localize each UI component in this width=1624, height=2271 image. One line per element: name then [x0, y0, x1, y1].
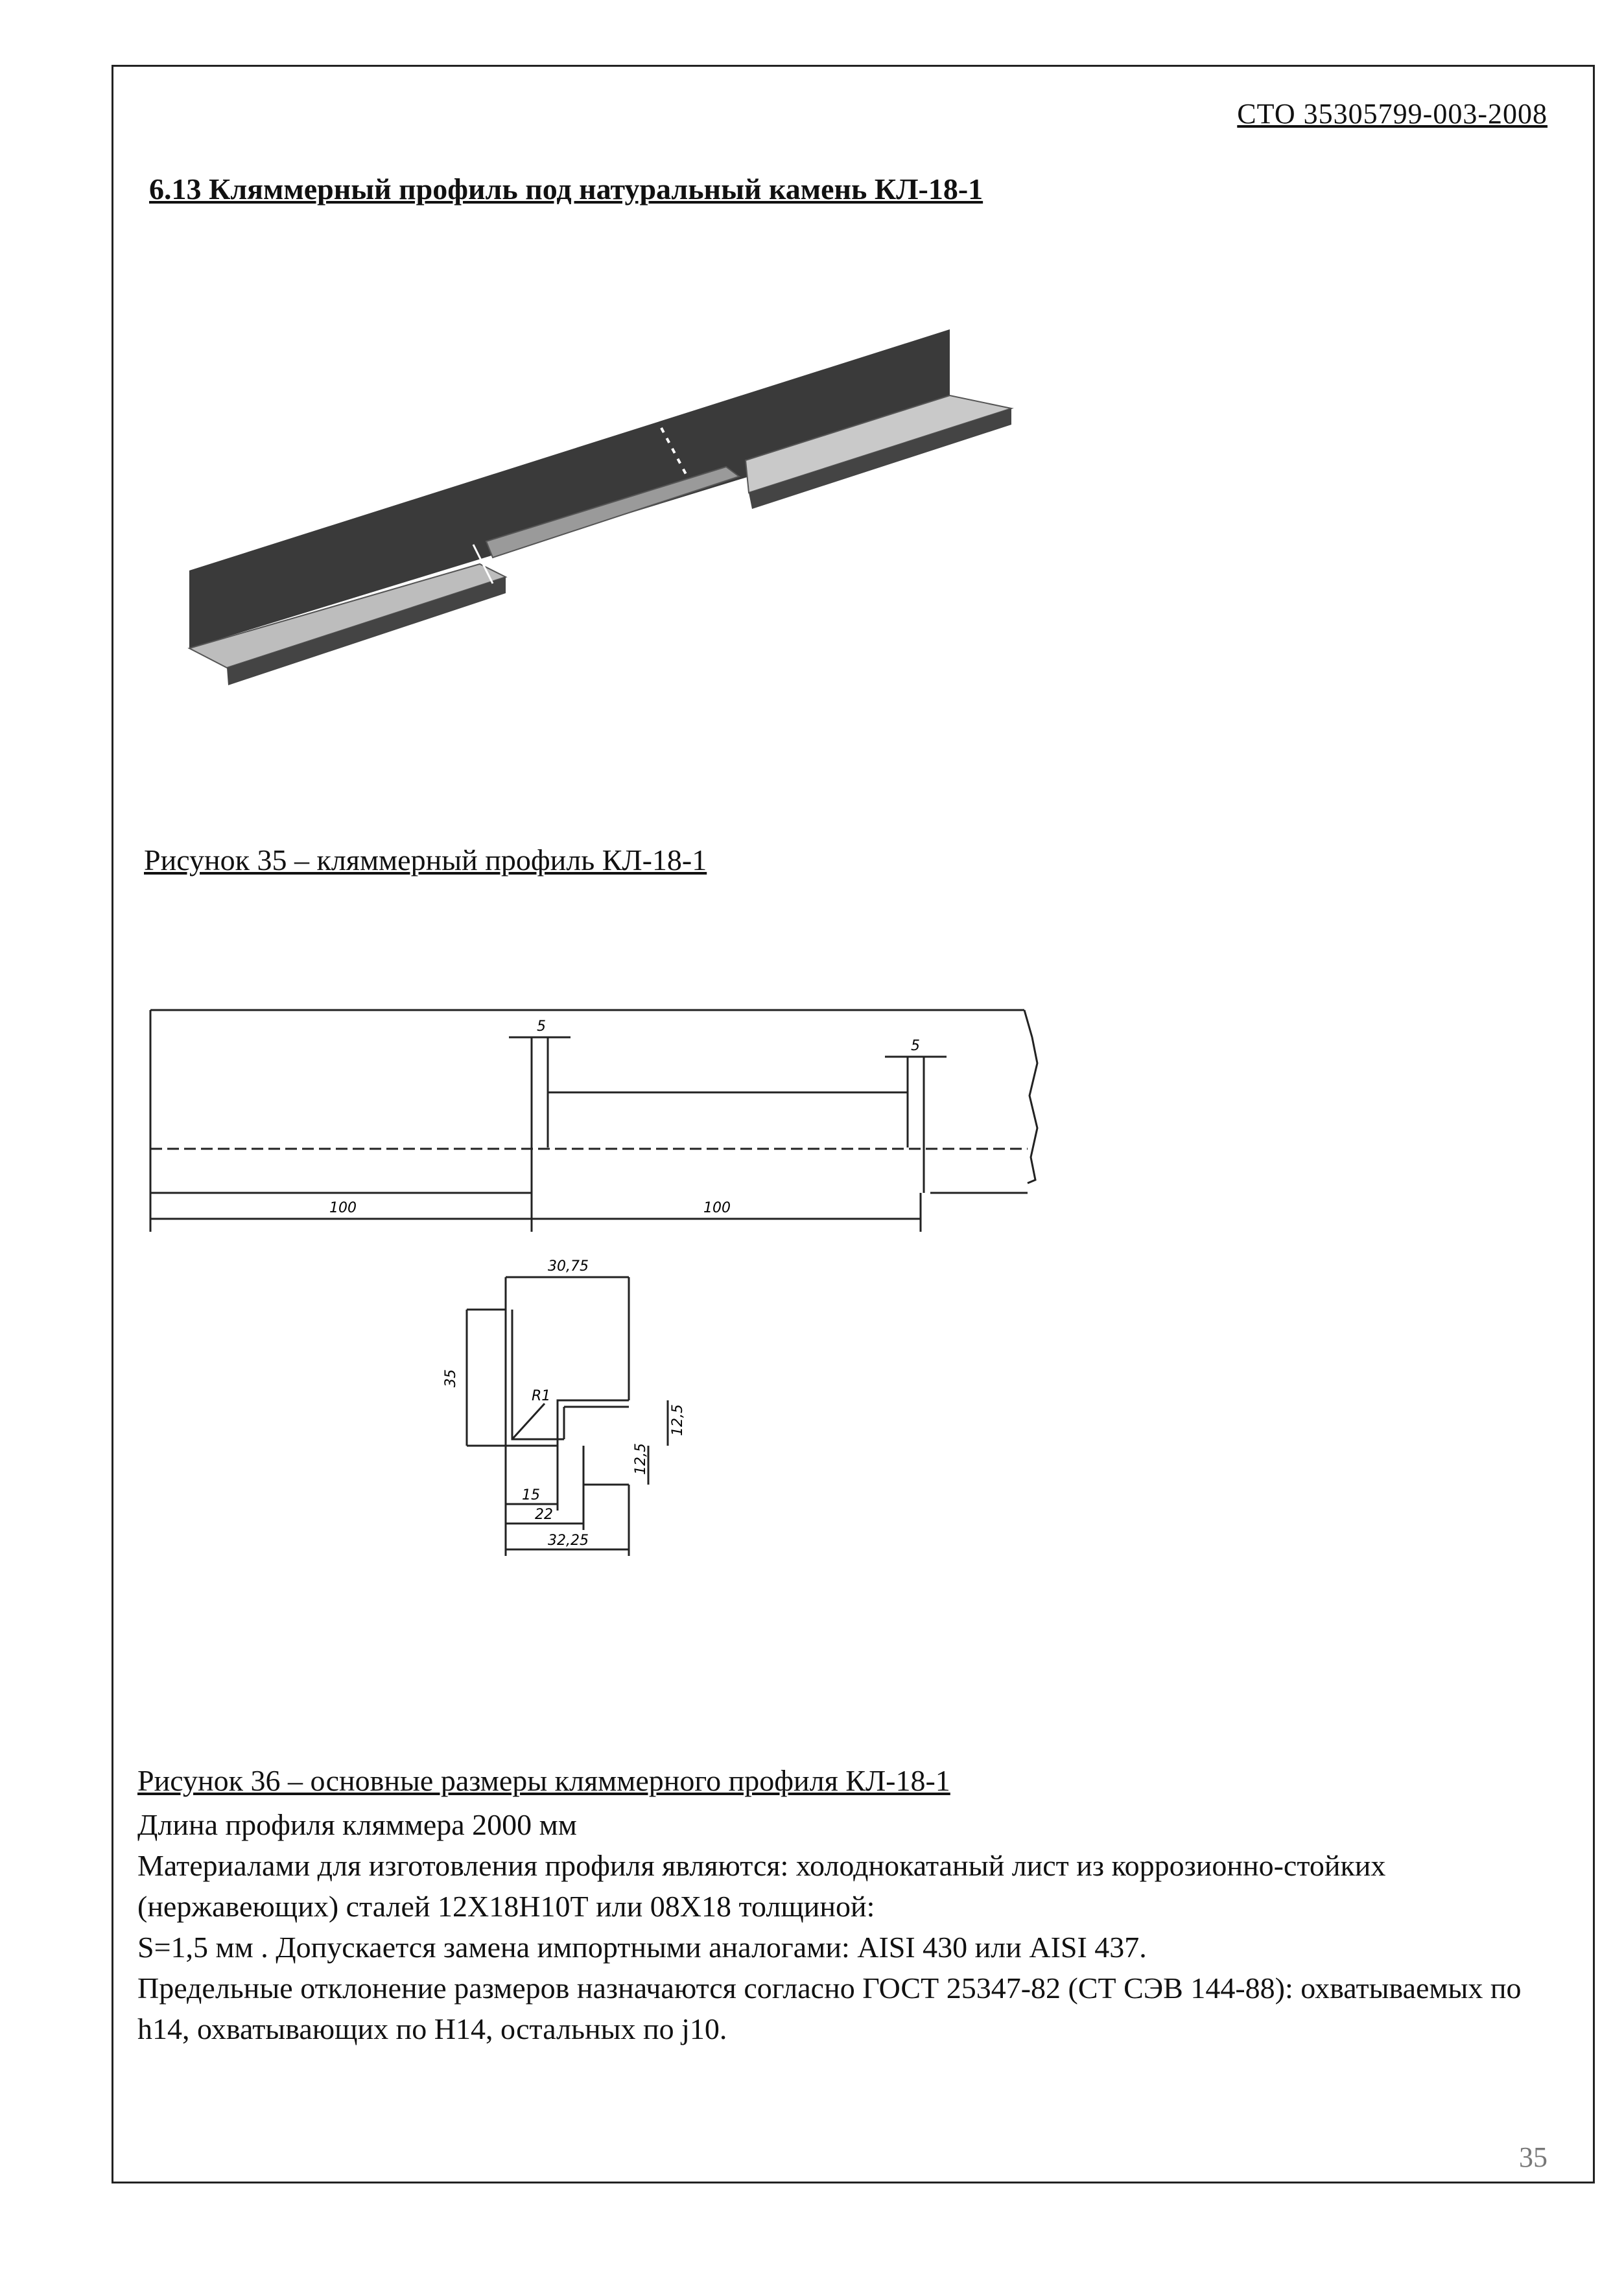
figure-36-caption: Рисунок 36 – основные размеры кляммерного профиля КЛ-18-1 [137, 1764, 950, 1797]
dim-length-1: 100 [329, 1200, 357, 1216]
dim-slot-width-2: 5 [911, 1038, 920, 1054]
dim-w2: 22 [535, 1507, 553, 1523]
thickness-and-analogs: S=1,5 мм . Допускается замена импортными аналогами: AISI 430 или AISI 437. [137, 1931, 1147, 1964]
tolerances: Предельные отклонение размеров назначаются согласно ГОСТ 25347-82 (СТ СЭВ 144-88): охватываемых по h14, охватывающих по Н14, остальных по j10. [137, 1971, 1522, 2045]
profile-length: Длина профиля кляммера 2000 мм [137, 1808, 577, 1841]
specification-text [137, 1804, 1577, 2049]
dim-length-2: 100 [703, 1200, 731, 1216]
figure-36-cross-section [441, 1251, 765, 1588]
dim-radius: R1 [532, 1388, 551, 1404]
dim-width-top: 30,75 [548, 1258, 589, 1275]
page-number: 35 [1519, 2141, 1548, 2173]
profile-wall [189, 329, 950, 648]
figure-35-caption: Рисунок 35 – кляммерный профиль КЛ-18-1 [144, 843, 707, 877]
document-code: СТО 35305799-003-2008 [1237, 98, 1548, 130]
dim-w3: 32,25 [548, 1533, 589, 1549]
dim-height: 35 [443, 1369, 459, 1387]
dim-flange-h2: 12,5 [633, 1443, 649, 1475]
dim-flange-h1: 12,5 [670, 1404, 686, 1436]
materials: Материалами для изготовления профиля являются: холоднокатаный лист из коррозионно-стойких (нержавеющих) сталей 12Х18Н10Т или 08Х18 толщиной: [137, 1849, 1386, 1923]
figure-35-profile-3d [0, 279, 1624, 1024]
dim-slot-width-1: 5 [537, 1018, 546, 1035]
figure-36-top-view [0, 998, 1624, 1271]
section-title: 6.13 Кляммерный профиль под натуральный камень КЛ-18-1 [149, 172, 983, 206]
dim-w1: 15 [522, 1487, 540, 1503]
